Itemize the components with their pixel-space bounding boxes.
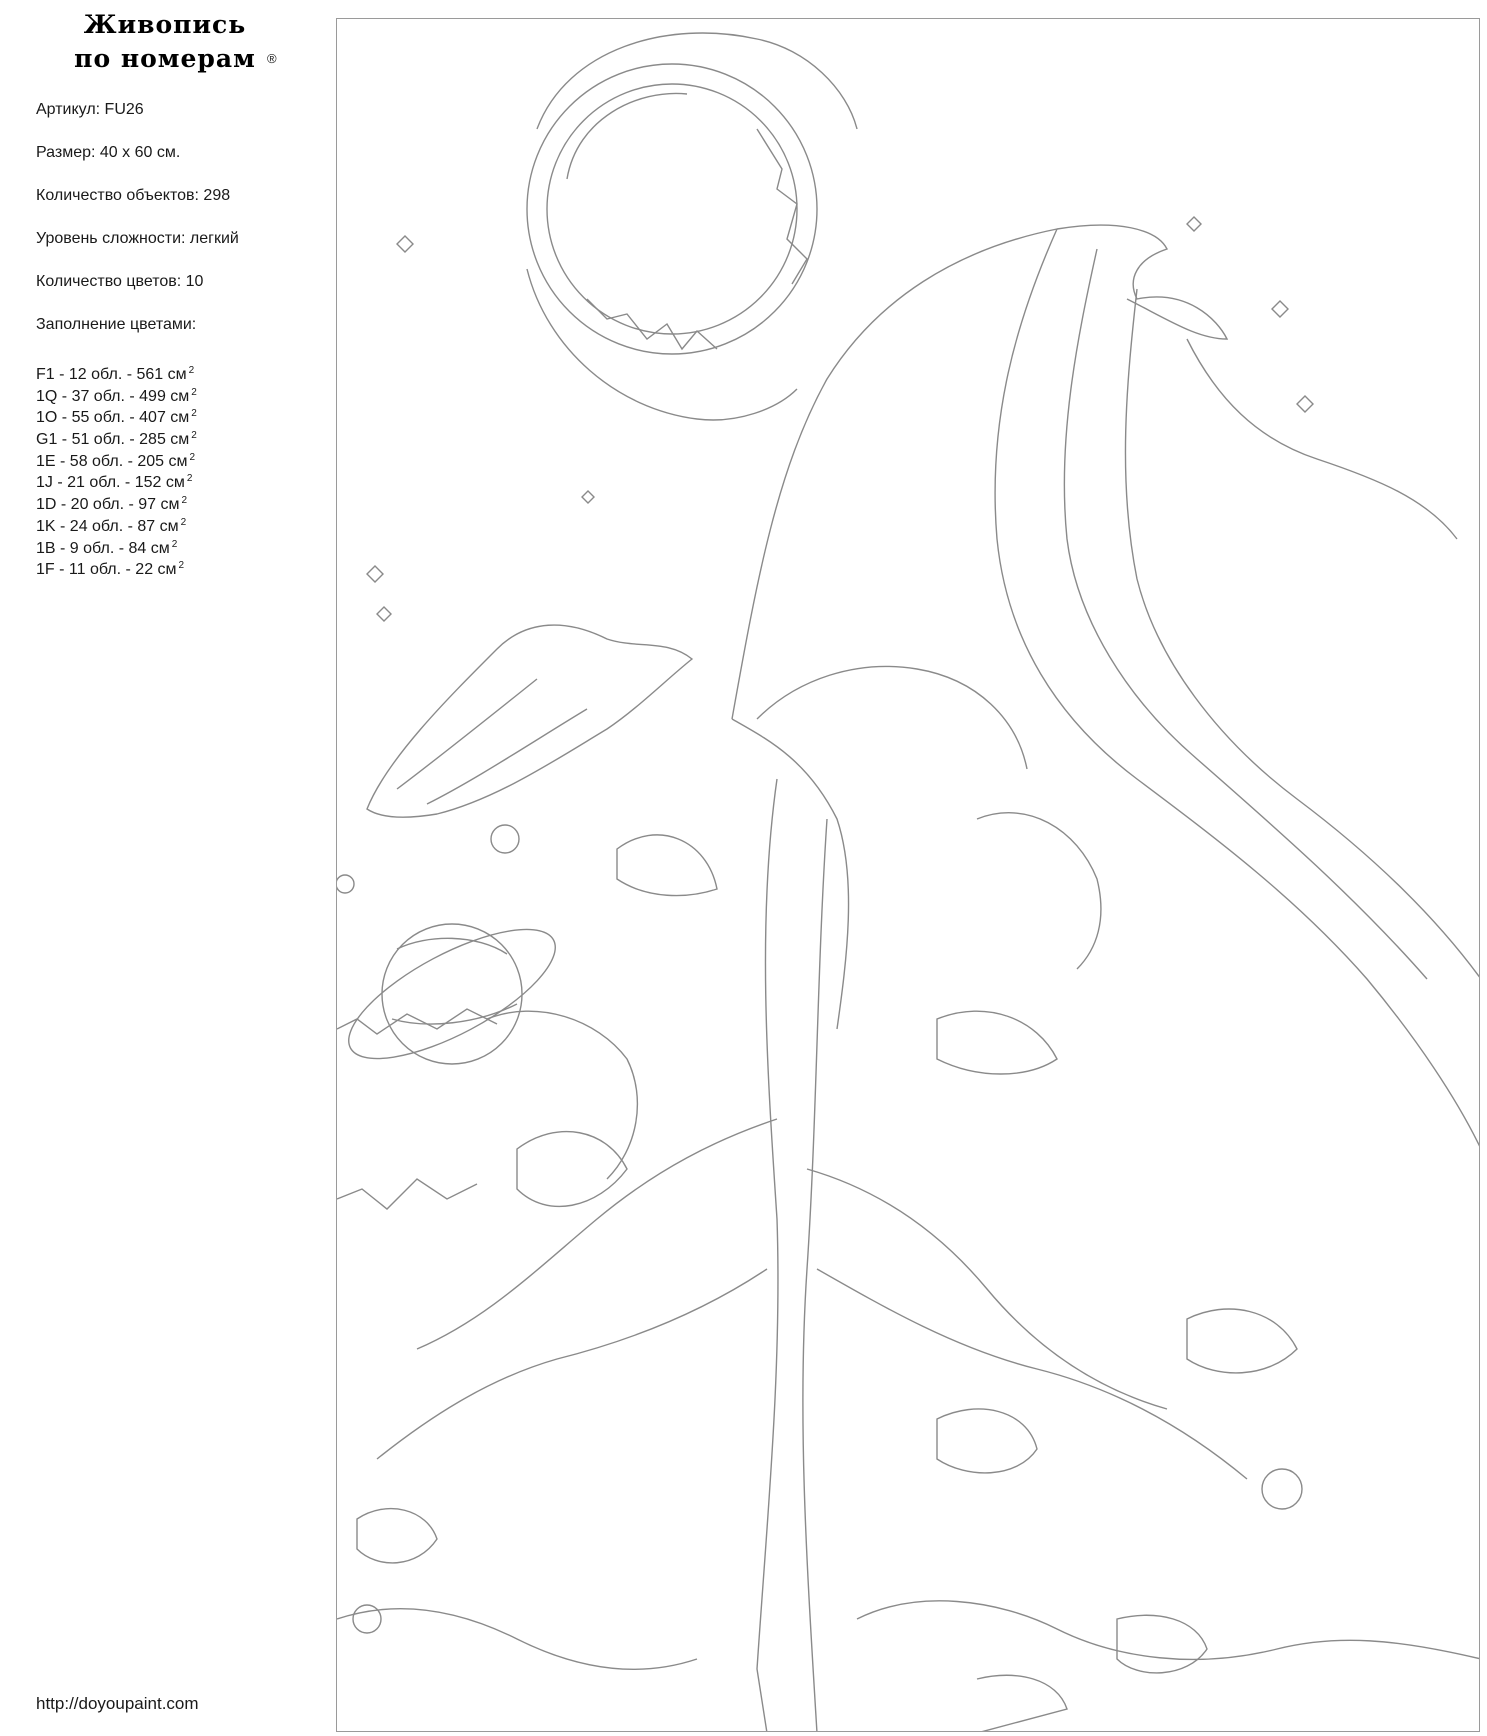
ground-clouds-outline [337,1009,1480,1732]
brand-line-1: Живопись [83,10,247,39]
area-unit-sup: 2 [180,516,187,528]
area-unit-sup: 2 [191,408,197,420]
star-shapes [367,217,1313,621]
area-unit-sup: 2 [171,538,178,550]
objects-count-text: Количество объектов: 298 [36,187,231,204]
list-item [36,382,197,404]
area-unit-sup: 2 [188,365,195,376]
list-item [36,512,197,534]
fill-text: 1D - 20 обл. - 97 см [36,496,180,514]
brand-logo [0,8,330,76]
area-unit-sup: 2 [178,560,185,572]
article-text: Артикул: FU26 [36,101,144,118]
list-item [36,403,197,425]
small-planet-outlines [337,825,1302,1633]
fill-text: F1 - 12 обл. - 561 см [36,366,187,383]
fill-text: 1F - 11 обл. - 22 см [36,561,177,579]
list-item [36,447,197,469]
website-link[interactable]: http://doyoupaint.com [36,1694,199,1713]
brand-line-2: по номерам [74,44,256,73]
fill-text: G1 - 51 обл. - 285 см [36,431,190,449]
moon-outline [527,33,857,420]
list-item [36,468,197,490]
fill-text: 1Q - 37 обл. - 499 см [36,387,190,405]
area-unit-sup: 2 [181,495,188,507]
list-item [36,555,197,577]
difficulty-text: Уровень сложности: легкий [36,230,239,247]
tree-figure-outline [377,225,1480,1732]
list-item [36,360,197,382]
area-unit-sup: 2 [191,386,197,398]
info-sidebar [0,0,330,1736]
color-fill-list [36,360,197,577]
fill-text: 1K - 24 обл. - 87 см [36,517,179,535]
colors-count-text: Количество цветов: 10 [36,273,204,290]
fill-text: 1J - 21 обл. - 152 см [36,474,185,492]
registered-mark: ® [267,51,277,66]
area-unit-sup: 2 [191,430,197,442]
coloring-canvas [336,18,1480,1732]
fill-heading: Заполнение цветами: [36,316,197,333]
comet-outline [367,625,692,817]
area-unit-sup: 2 [189,451,196,463]
size-text: Размер: 40 х 60 см. [36,144,181,161]
line-art-illustration [337,19,1480,1732]
fill-text: 1B - 9 обл. - 84 см [36,539,170,557]
list-item [36,490,197,512]
fill-text: 1O - 55 обл. - 407 см [36,409,190,427]
ringed-planet-outline [337,905,572,1084]
fill-text: 1E - 58 обл. - 205 см [36,452,188,470]
product-info [36,100,239,358]
list-item [36,534,197,556]
area-unit-sup: 2 [186,473,193,485]
list-item [36,425,197,447]
